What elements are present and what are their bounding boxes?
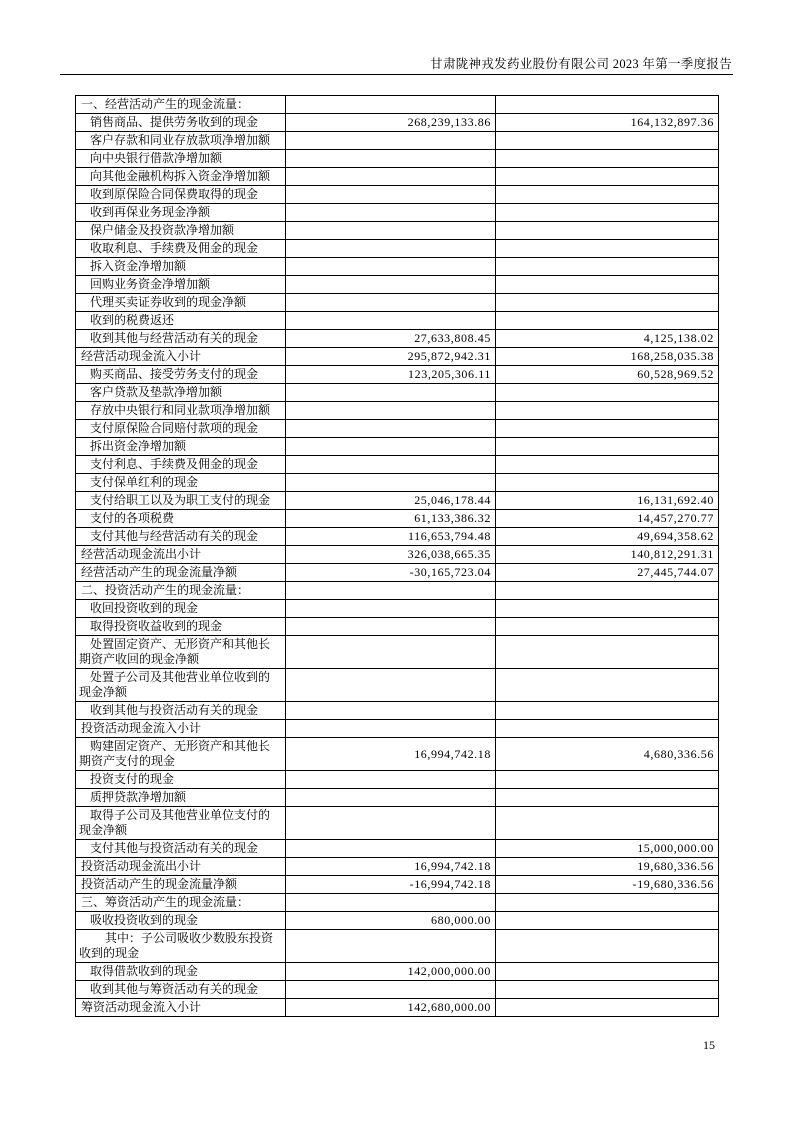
- table-row: [76, 456, 719, 474]
- item-label-cell: 处置子公司及其他营业单位收到的现金净额: [76, 669, 286, 702]
- prior-period-amount-cell: [496, 600, 719, 618]
- current-period-amount-cell: [286, 582, 496, 600]
- item-label-cell: 收取利息、手续费及佣金的现金: [76, 240, 286, 258]
- current-period-amount-cell: 680,000.00: [286, 912, 496, 930]
- current-period-amount-cell: 142,000,000.00: [286, 963, 496, 981]
- table-row: [76, 999, 719, 1017]
- current-period-amount-cell: 16,994,742.18: [286, 738, 496, 771]
- prior-period-amount-cell: [496, 384, 719, 402]
- item-label-cell: 拆入资金净增加额: [76, 258, 286, 276]
- current-period-amount-cell: [286, 618, 496, 636]
- current-period-amount-cell: [286, 168, 496, 186]
- current-period-amount-cell: [286, 186, 496, 204]
- current-period-amount-cell: 27,633,808.45: [286, 330, 496, 348]
- prior-period-amount-cell: 4,125,138.02: [496, 330, 719, 348]
- current-period-amount-cell: [286, 258, 496, 276]
- current-period-amount-cell: 123,205,306.11: [286, 366, 496, 384]
- current-period-amount-cell: -30,165,723.04: [286, 564, 496, 582]
- table-row: [76, 912, 719, 930]
- item-label-cell: 投资活动现金流入小计: [76, 720, 286, 738]
- item-label-cell: 支付其他与投资活动有关的现金: [76, 840, 286, 858]
- item-label-cell: 回购业务资金净增加额: [76, 276, 286, 294]
- table-row: [76, 510, 719, 528]
- table-row: [76, 807, 719, 840]
- item-label-cell: 收回投资收到的现金: [76, 600, 286, 618]
- prior-period-amount-cell: 60,528,969.52: [496, 366, 719, 384]
- item-label-cell: 购建固定资产、无形资产和其他长期资产支付的现金: [76, 738, 286, 771]
- current-period-amount-cell: [286, 981, 496, 999]
- table-row: [76, 492, 719, 510]
- item-label-cell: 处置固定资产、无形资产和其他长期资产收回的现金净额: [76, 636, 286, 669]
- current-period-amount-cell: 268,239,133.86: [286, 114, 496, 132]
- prior-period-amount-cell: [496, 438, 719, 456]
- table-row: [76, 312, 719, 330]
- current-period-amount-cell: [286, 294, 496, 312]
- item-label-cell: 投资活动现金流出小计: [76, 858, 286, 876]
- prior-period-amount-cell: [496, 276, 719, 294]
- item-label-cell: 吸收投资收到的现金: [76, 912, 286, 930]
- table-row: [76, 600, 719, 618]
- table-row: [76, 720, 719, 738]
- current-period-amount-cell: [286, 420, 496, 438]
- prior-period-amount-cell: [496, 702, 719, 720]
- item-label-cell: 收到的税费返还: [76, 312, 286, 330]
- item-label-cell: 销售商品、提供劳务收到的现金: [76, 114, 286, 132]
- prior-period-amount-cell: [496, 312, 719, 330]
- current-period-amount-cell: 142,680,000.00: [286, 999, 496, 1017]
- current-period-amount-cell: [286, 894, 496, 912]
- item-label-cell: 收到原保险合同保费取得的现金: [76, 186, 286, 204]
- current-period-amount-cell: [286, 150, 496, 168]
- prior-period-amount-cell: 14,457,270.77: [496, 510, 719, 528]
- item-label-cell: 一、经营活动产生的现金流量：: [76, 96, 286, 114]
- prior-period-amount-cell: [496, 150, 719, 168]
- prior-period-amount-cell: [496, 168, 719, 186]
- item-label-cell: 收到再保业务现金净额: [76, 204, 286, 222]
- table-row: [76, 858, 719, 876]
- item-label-cell: 向中央银行借款净增加额: [76, 150, 286, 168]
- table-row: [76, 981, 719, 999]
- item-label-cell: 投资活动产生的现金流量净额: [76, 876, 286, 894]
- table-row: [76, 132, 719, 150]
- item-label-cell: 向其他金融机构拆入资金净增加额: [76, 168, 286, 186]
- prior-period-amount-cell: 27,445,744.07: [496, 564, 719, 582]
- table-row: [76, 186, 719, 204]
- table-row: [76, 564, 719, 582]
- current-period-amount-cell: 116,653,794.48: [286, 528, 496, 546]
- table-row: [76, 276, 719, 294]
- item-label-cell: 支付原保险合同赔付款项的现金: [76, 420, 286, 438]
- item-label-cell: 购买商品、接受劳务支付的现金: [76, 366, 286, 384]
- current-period-amount-cell: [286, 636, 496, 669]
- prior-period-amount-cell: 168,258,035.38: [496, 348, 719, 366]
- table-row: [76, 438, 719, 456]
- current-period-amount-cell: [286, 312, 496, 330]
- prior-period-amount-cell: 16,131,692.40: [496, 492, 719, 510]
- table-row: [76, 150, 719, 168]
- table-row: [76, 168, 719, 186]
- item-label-cell: 收到其他与经营活动有关的现金: [76, 330, 286, 348]
- prior-period-amount-cell: 15,000,000.00: [496, 840, 719, 858]
- table-row: [76, 474, 719, 492]
- table-row: [76, 348, 719, 366]
- prior-period-amount-cell: [496, 456, 719, 474]
- prior-period-amount-cell: [496, 582, 719, 600]
- prior-period-amount-cell: [496, 771, 719, 789]
- table-row: [76, 240, 719, 258]
- table-row: [76, 894, 719, 912]
- current-period-amount-cell: [286, 702, 496, 720]
- report-header-title: 甘肃陇神戎发药业股份有限公司 2023 年第一季度报告: [430, 57, 732, 71]
- item-label-cell: 支付的各项税费: [76, 510, 286, 528]
- prior-period-amount-cell: [496, 420, 719, 438]
- prior-period-amount-cell: [496, 402, 719, 420]
- current-period-amount-cell: [286, 96, 496, 114]
- item-label-cell: 收到其他与投资活动有关的现金: [76, 702, 286, 720]
- prior-period-amount-cell: [496, 132, 719, 150]
- prior-period-amount-cell: [496, 240, 719, 258]
- prior-period-amount-cell: 49,694,358.62: [496, 528, 719, 546]
- item-label-cell: 二、投资活动产生的现金流量：: [76, 582, 286, 600]
- table-row: [76, 366, 719, 384]
- current-period-amount-cell: [286, 720, 496, 738]
- table-row: [76, 114, 719, 132]
- item-label-cell: 取得子公司及其他营业单位支付的现金净额: [76, 807, 286, 840]
- table-row: [76, 876, 719, 894]
- prior-period-amount-cell: [496, 807, 719, 840]
- table-row: [76, 930, 719, 963]
- item-label-cell: 取得借款收到的现金: [76, 963, 286, 981]
- table-row: [76, 669, 719, 702]
- current-period-amount-cell: [286, 384, 496, 402]
- current-period-amount-cell: [286, 438, 496, 456]
- current-period-amount-cell: [286, 600, 496, 618]
- current-period-amount-cell: [286, 402, 496, 420]
- current-period-amount-cell: [286, 807, 496, 840]
- prior-period-amount-cell: [496, 294, 719, 312]
- current-period-amount-cell: [286, 474, 496, 492]
- prior-period-amount-cell: [496, 669, 719, 702]
- cash-flow-table-body: [76, 96, 719, 1017]
- table-row: [76, 330, 719, 348]
- prior-period-amount-cell: [496, 636, 719, 669]
- current-period-amount-cell: 61,133,386.32: [286, 510, 496, 528]
- item-label-cell: 保户储金及投资款净增加额: [76, 222, 286, 240]
- table-row: [76, 258, 719, 276]
- item-label-cell: 存放中央银行和同业款项净增加额: [76, 402, 286, 420]
- table-row: [76, 738, 719, 771]
- table-row: [76, 963, 719, 981]
- current-period-amount-cell: 326,038,665.35: [286, 546, 496, 564]
- cash-flow-table: [75, 95, 719, 1017]
- item-label-cell: 拆出资金净增加额: [76, 438, 286, 456]
- prior-period-amount-cell: [496, 720, 719, 738]
- item-label-cell: 收到其他与筹资活动有关的现金: [76, 981, 286, 999]
- table-row: [76, 222, 719, 240]
- current-period-amount-cell: [286, 456, 496, 474]
- item-label-cell: 质押贷款净增加额: [76, 789, 286, 807]
- prior-period-amount-cell: [496, 789, 719, 807]
- current-period-amount-cell: 295,872,942.31: [286, 348, 496, 366]
- item-label-cell: 经营活动产生的现金流量净额: [76, 564, 286, 582]
- current-period-amount-cell: [286, 204, 496, 222]
- prior-period-amount-cell: [496, 204, 719, 222]
- current-period-amount-cell: [286, 222, 496, 240]
- table-row: [76, 294, 719, 312]
- current-period-amount-cell: [286, 132, 496, 150]
- prior-period-amount-cell: [496, 222, 719, 240]
- current-period-amount-cell: 25,046,178.44: [286, 492, 496, 510]
- table-row: [76, 618, 719, 636]
- item-label-cell: 支付给职工以及为职工支付的现金: [76, 492, 286, 510]
- prior-period-amount-cell: [496, 258, 719, 276]
- current-period-amount-cell: [286, 669, 496, 702]
- prior-period-amount-cell: [496, 981, 719, 999]
- table-row: [76, 840, 719, 858]
- table-row: [76, 636, 719, 669]
- table-row: [76, 582, 719, 600]
- current-period-amount-cell: [286, 771, 496, 789]
- header-divider: [60, 74, 733, 75]
- current-period-amount-cell: -16,994,742.18: [286, 876, 496, 894]
- prior-period-amount-cell: [496, 894, 719, 912]
- current-period-amount-cell: [286, 240, 496, 258]
- item-label-cell: 代理买卖证券收到的现金净额: [76, 294, 286, 312]
- item-label-cell: 其中：子公司吸收少数股东投资收到的现金: [76, 930, 286, 963]
- prior-period-amount-cell: [496, 96, 719, 114]
- prior-period-amount-cell: 140,812,291.31: [496, 546, 719, 564]
- current-period-amount-cell: [286, 930, 496, 963]
- page-number: 15: [703, 1038, 715, 1052]
- item-label-cell: 投资支付的现金: [76, 771, 286, 789]
- item-label-cell: 三、筹资活动产生的现金流量：: [76, 894, 286, 912]
- table-row: [76, 771, 719, 789]
- prior-period-amount-cell: 164,132,897.36: [496, 114, 719, 132]
- table-row: [76, 204, 719, 222]
- item-label-cell: 筹资活动现金流入小计: [76, 999, 286, 1017]
- prior-period-amount-cell: [496, 186, 719, 204]
- item-label-cell: 经营活动现金流出小计: [76, 546, 286, 564]
- table-row: [76, 528, 719, 546]
- prior-period-amount-cell: [496, 999, 719, 1017]
- prior-period-amount-cell: [496, 474, 719, 492]
- item-label-cell: 经营活动现金流入小计: [76, 348, 286, 366]
- prior-period-amount-cell: [496, 912, 719, 930]
- item-label-cell: 客户贷款及垫款净增加额: [76, 384, 286, 402]
- current-period-amount-cell: [286, 840, 496, 858]
- item-label-cell: 支付利息、手续费及佣金的现金: [76, 456, 286, 474]
- table-row: [76, 546, 719, 564]
- table-row: [76, 702, 719, 720]
- table-row: [76, 402, 719, 420]
- item-label-cell: 支付保单红利的现金: [76, 474, 286, 492]
- table-row: [76, 384, 719, 402]
- prior-period-amount-cell: [496, 618, 719, 636]
- table-row: [76, 96, 719, 114]
- table-row: [76, 789, 719, 807]
- item-label-cell: 取得投资收益收到的现金: [76, 618, 286, 636]
- prior-period-amount-cell: 4,680,336.56: [496, 738, 719, 771]
- prior-period-amount-cell: [496, 963, 719, 981]
- item-label-cell: 支付其他与经营活动有关的现金: [76, 528, 286, 546]
- current-period-amount-cell: [286, 789, 496, 807]
- current-period-amount-cell: [286, 276, 496, 294]
- prior-period-amount-cell: 19,680,336.56: [496, 858, 719, 876]
- prior-period-amount-cell: -19,680,336.56: [496, 876, 719, 894]
- table-row: [76, 420, 719, 438]
- prior-period-amount-cell: [496, 930, 719, 963]
- item-label-cell: 客户存款和同业存放款项净增加额: [76, 132, 286, 150]
- current-period-amount-cell: 16,994,742.18: [286, 858, 496, 876]
